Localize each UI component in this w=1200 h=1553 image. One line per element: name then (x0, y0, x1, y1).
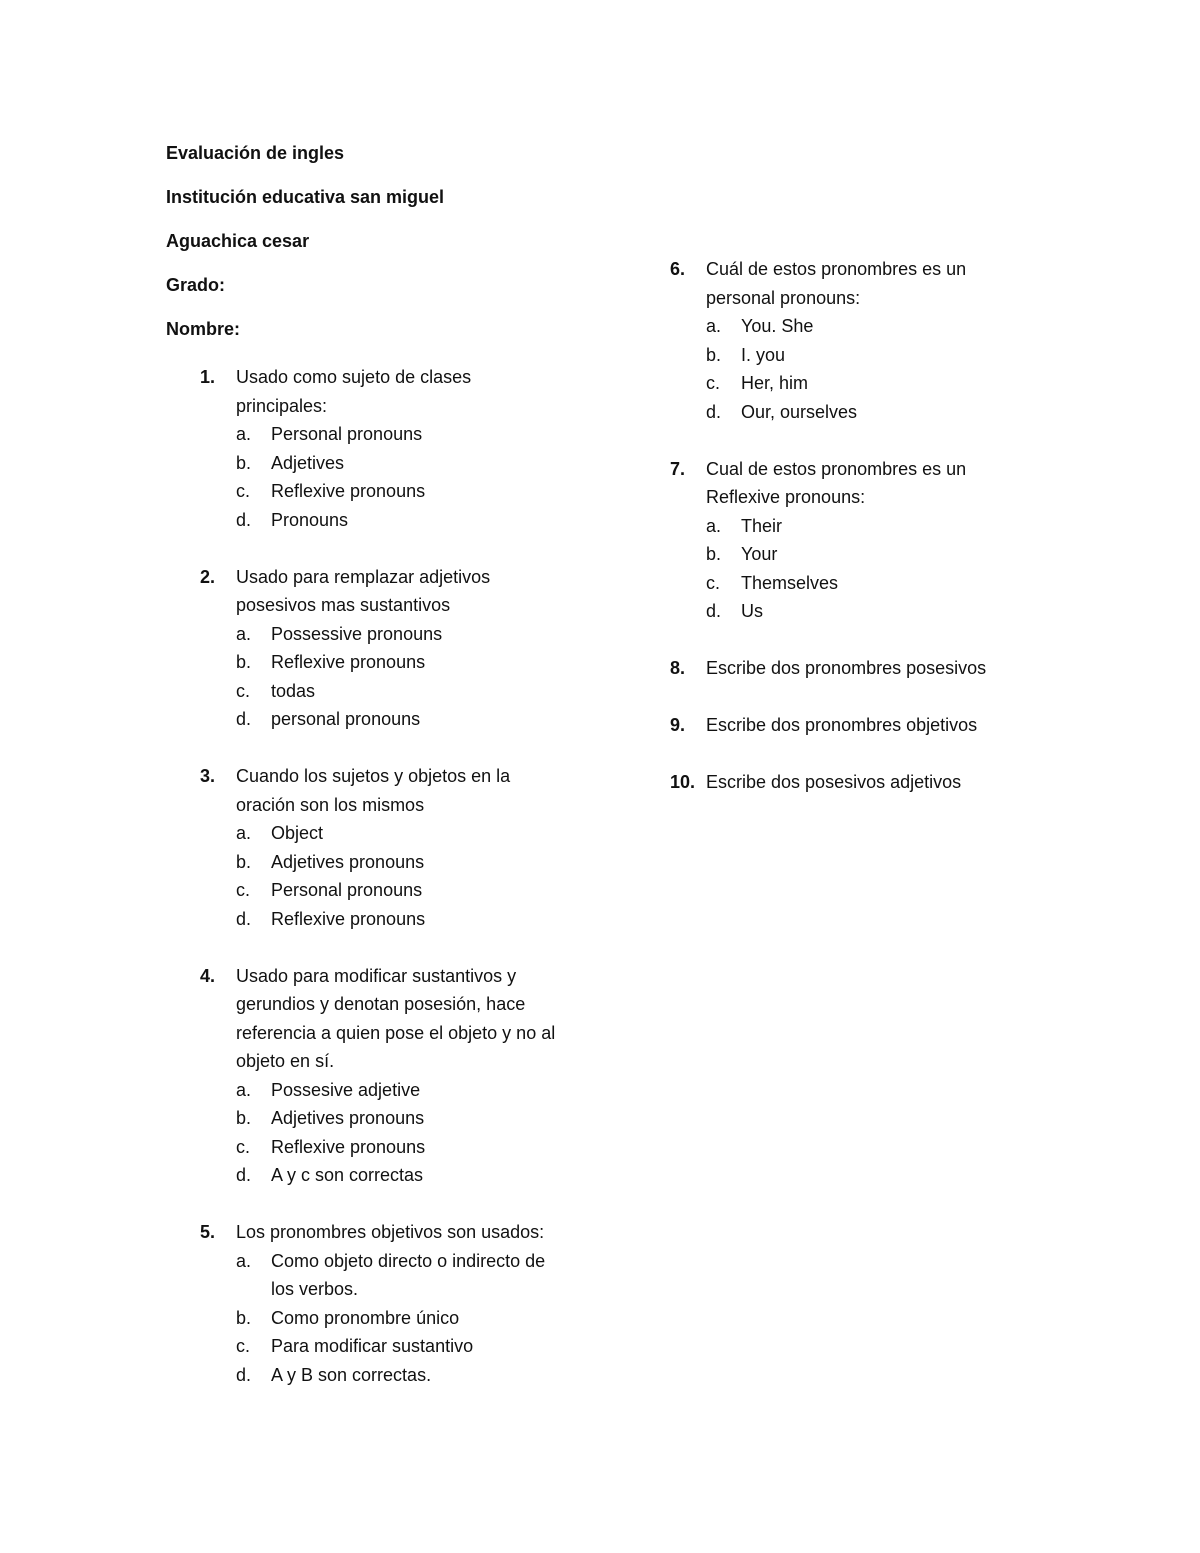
option-letter: a. (236, 1250, 252, 1271)
option-text: A y c son correctas (271, 1165, 424, 1186)
option-text: Our, ourselves (741, 401, 858, 422)
question-1 (200, 363, 560, 534)
question-number: 6. (670, 259, 686, 279)
option-letter: d. (236, 509, 252, 530)
question-text: Cuando los sujetos y objetos en la oración son los mismos (236, 766, 511, 815)
option-letter: d. (236, 1364, 252, 1385)
option-letter: d. (236, 1165, 252, 1186)
options-list (706, 512, 1030, 626)
option-letter: a. (236, 823, 252, 844)
options-list (236, 1076, 560, 1190)
option-text: Para modificar sustantivo (271, 1336, 474, 1357)
option-item (706, 540, 1030, 569)
option-text: A y B son correctas. (271, 1364, 432, 1385)
document-title: Evaluación de ingles (166, 143, 345, 163)
option-item (236, 705, 560, 734)
option-text: Como objeto directo o indirecto de los verbos. (271, 1250, 546, 1300)
question-7 (670, 455, 1030, 626)
option-letter: b. (706, 544, 722, 565)
option-item (236, 1247, 560, 1304)
question-text: Usado como sujeto de clases principales: (236, 367, 472, 416)
option-item (236, 449, 560, 478)
option-letter: b. (706, 344, 722, 365)
question-text: Cuál de estos pronombres es un personal pronouns: (706, 259, 967, 308)
option-text: Reflexive pronouns (271, 652, 426, 673)
city-name: Aguachica cesar (166, 231, 310, 251)
question-number: 3. (200, 766, 216, 787)
question-text: Escribe dos pronombres objetivos (706, 715, 978, 736)
option-letter: d. (706, 601, 722, 622)
option-text: Reflexive pronouns (271, 1136, 426, 1157)
option-item (706, 312, 1030, 341)
document-header (166, 141, 444, 361)
option-letter: c. (706, 373, 721, 393)
question-number: 7. (670, 458, 686, 479)
option-text: Her, him (741, 373, 809, 393)
option-letter: b. (236, 851, 252, 872)
option-item (236, 1161, 560, 1190)
question-text: Usado para modificar sustantivos y gerundios y denotan posesión, hace referencia a quien pose el objeto y no al objeto en sí. (236, 965, 556, 1072)
option-letter: d. (236, 709, 252, 730)
question-5 (200, 1218, 560, 1389)
option-item (236, 420, 560, 449)
option-text: Reflexive pronouns (271, 908, 426, 929)
option-item (706, 597, 1030, 626)
option-item (236, 477, 560, 506)
question-3 (200, 762, 560, 933)
option-letter: a. (236, 623, 252, 644)
option-item (236, 819, 560, 848)
options-list (236, 1247, 560, 1390)
question-10 (670, 768, 1030, 797)
option-item (236, 1104, 560, 1133)
options-list (236, 819, 560, 933)
option-text: personal pronouns (271, 709, 421, 730)
option-item (236, 648, 560, 677)
name-label: Nombre: (166, 319, 241, 339)
option-text: Pronouns (271, 509, 349, 530)
option-item (706, 341, 1030, 370)
option-letter: c. (236, 680, 251, 701)
question-number: 8. (670, 658, 686, 679)
option-item (236, 1133, 560, 1162)
option-text: Adjetives pronouns (271, 851, 425, 872)
option-text: Themselves (741, 572, 839, 593)
option-letter: c. (236, 1136, 251, 1157)
grade-label: Grado: (166, 275, 226, 295)
option-letter: b. (236, 452, 252, 473)
option-text: Your (741, 544, 778, 565)
option-text: You. She (741, 316, 814, 336)
option-letter: a. (706, 316, 722, 336)
option-letter: b. (236, 1307, 252, 1328)
option-text: Object (271, 823, 324, 844)
option-letter: d. (236, 908, 252, 929)
option-item (236, 876, 560, 905)
question-2 (200, 563, 560, 734)
question-8 (670, 654, 1030, 683)
option-text: Possesive adjetive (271, 1079, 421, 1100)
question-number: 10. (670, 772, 696, 793)
question-9 (670, 711, 1030, 740)
option-item (236, 1361, 560, 1390)
options-list (236, 620, 560, 734)
question-number: 2. (200, 566, 216, 587)
option-text: I. you (741, 344, 786, 365)
question-number: 4. (200, 965, 216, 986)
option-letter: a. (706, 515, 722, 536)
question-number: 1. (200, 367, 216, 387)
question-text: Los pronombres objetivos son usados: (236, 1222, 545, 1243)
option-text: Adjetives pronouns (271, 1108, 425, 1129)
option-text: Personal pronouns (271, 424, 423, 444)
question-text: Usado para remplazar adjetivos posesivos mas sustantivos (236, 566, 491, 616)
option-text: Adjetives (271, 452, 345, 473)
option-letter: b. (236, 652, 252, 673)
options-list (236, 420, 560, 534)
question-text: Escribe dos posesivos adjetivos (706, 772, 962, 793)
options-list (706, 312, 1030, 426)
option-item (236, 677, 560, 706)
option-text: Possessive pronouns (271, 623, 443, 644)
option-letter: b. (236, 1108, 252, 1129)
questions-column-right (670, 255, 1030, 825)
option-letter: a. (236, 424, 252, 444)
option-item (706, 398, 1030, 427)
option-letter: c. (236, 481, 251, 501)
option-item (706, 569, 1030, 598)
option-item (236, 1076, 560, 1105)
question-number: 9. (670, 715, 686, 736)
school-name: Institución educativa san miguel (166, 187, 445, 207)
question-6 (670, 255, 1030, 426)
option-text: todas (271, 680, 316, 701)
option-letter: c. (236, 1336, 251, 1357)
option-item (706, 369, 1030, 398)
option-letter: c. (236, 880, 251, 901)
question-text: Escribe dos pronombres posesivos (706, 658, 987, 679)
option-letter: d. (706, 401, 722, 422)
option-text: Como pronombre único (271, 1307, 460, 1328)
option-text: Their (741, 515, 783, 536)
option-item (706, 512, 1030, 541)
question-number: 5. (200, 1222, 216, 1243)
option-item (236, 620, 560, 649)
option-letter: a. (236, 1079, 252, 1100)
option-text: Reflexive pronouns (271, 481, 426, 501)
option-text: Personal pronouns (271, 880, 423, 901)
option-letter: c. (706, 572, 721, 593)
option-item (236, 1304, 560, 1333)
option-item (236, 506, 560, 535)
questions-column-left (200, 363, 560, 1418)
option-item (236, 905, 560, 934)
question-text: Cual de estos pronombres es un Reflexive pronouns: (706, 458, 967, 508)
option-item (236, 1332, 560, 1361)
option-item (236, 848, 560, 877)
option-text: Us (741, 601, 763, 622)
question-4 (200, 962, 560, 1190)
